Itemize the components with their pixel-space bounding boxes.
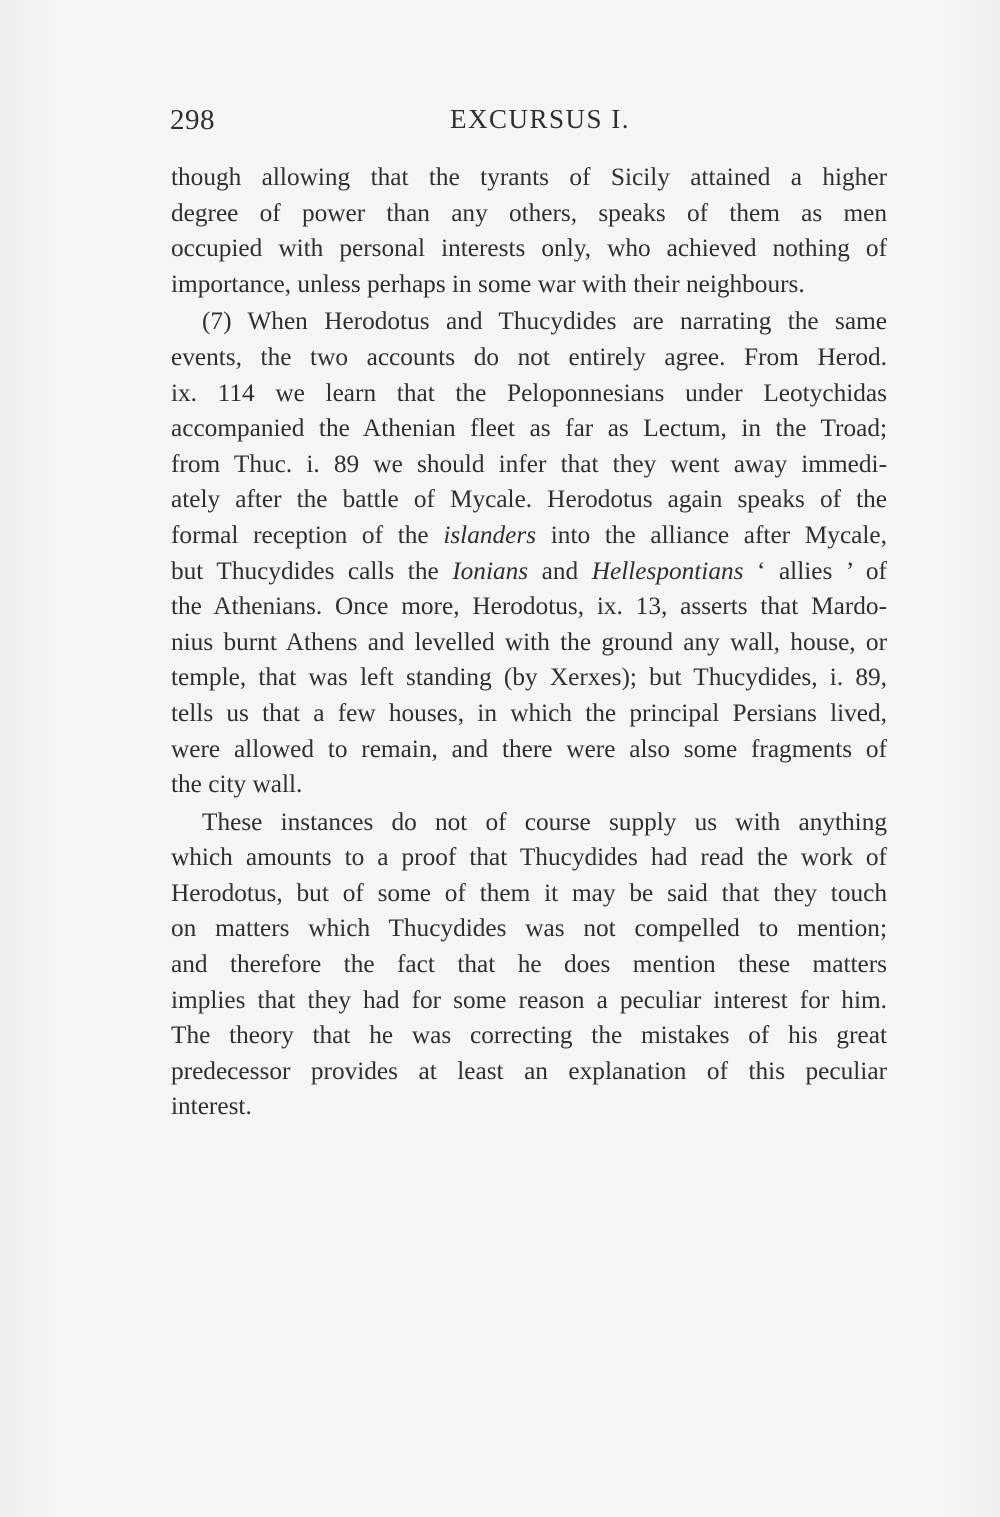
text-line: from Thuc. i. 89 we should infer that they went away immedi- — [171, 449, 887, 478]
running-head — [170, 104, 886, 144]
text-run: and — [528, 556, 592, 585]
text-line: which amounts to a proof that Thucydides had read the work of — [171, 843, 887, 872]
text-run: but Thucydides calls the — [171, 556, 453, 585]
text-line: degree of power than any others, speaks of them as men — [171, 198, 887, 227]
text-line: were allowed to remain, and there were also some fragments of — [171, 734, 887, 763]
text-line: though allowing that the tyrants of Sicily attained a higher — [171, 163, 887, 191]
text-line: temple, that was left standing (by Xerxes); but Thucydides, i. 89, — [171, 663, 887, 692]
paragraph — [171, 160, 887, 302]
text-line: interest. — [171, 1092, 252, 1121]
text-line: and therefore the fact that he does mention these matters — [171, 950, 887, 979]
paragraph — [171, 304, 887, 802]
text-line: ix. 114 we learn that the Peloponnesians under Leotychidas — [171, 378, 887, 407]
text-line: (7) When Herodotus and Thucydides are narrating the same — [202, 307, 887, 336]
page-number: 298 — [170, 104, 215, 136]
italic-term: islanders — [443, 520, 537, 549]
text-line: importance, unless perhaps in some war with their neighbours. — [171, 269, 805, 298]
text-run: formal reception of the — [171, 520, 444, 549]
text-line: events, the two accounts do not entirely agree. From Herod. — [171, 342, 887, 371]
text-line: tells us that a few houses, in which the principal Persians lived, — [171, 698, 887, 727]
text-line: predecessor provides at least an explanation of this peculiar — [171, 1056, 887, 1085]
text-line: ately after the battle of Mycale. Herodotus again speaks of the — [171, 485, 887, 514]
text-line: Herodotus, but of some of them it may be said that they touch — [171, 878, 887, 907]
text-run: into the alliance after Mycale, — [536, 520, 887, 549]
italic-term: Ionians — [452, 556, 529, 585]
text-line — [171, 554, 887, 590]
text-line: implies that they had for some reason a peculiar interest for him. — [171, 985, 887, 1014]
text-line: These instances do not of course supply us with anything — [202, 807, 887, 836]
body-text — [171, 160, 887, 1125]
text-line: accompanied the Athenian fleet as far as Lectum, in the Troad; — [171, 414, 887, 443]
paragraph — [171, 805, 887, 1125]
section-title: EXCURSUS I. — [449, 104, 631, 134]
text-line: The theory that he was correcting the mistakes of his great — [171, 1021, 887, 1050]
text-line — [171, 518, 887, 554]
text-run: ‘ allies ’ of — [743, 556, 887, 585]
text-line: the Athenians. Once more, Herodotus, ix. 13, asserts that Mardo- — [171, 592, 887, 621]
text-line: the city wall. — [171, 770, 303, 799]
text-line: on matters which Thucydides was not compelled to mention; — [171, 914, 887, 943]
text-line: nius burnt Athens and levelled with the ground any wall, house, or — [171, 627, 887, 656]
italic-term: Hellespontians — [591, 556, 744, 585]
text-line: occupied with personal interests only, who achieved nothing of — [171, 234, 887, 263]
